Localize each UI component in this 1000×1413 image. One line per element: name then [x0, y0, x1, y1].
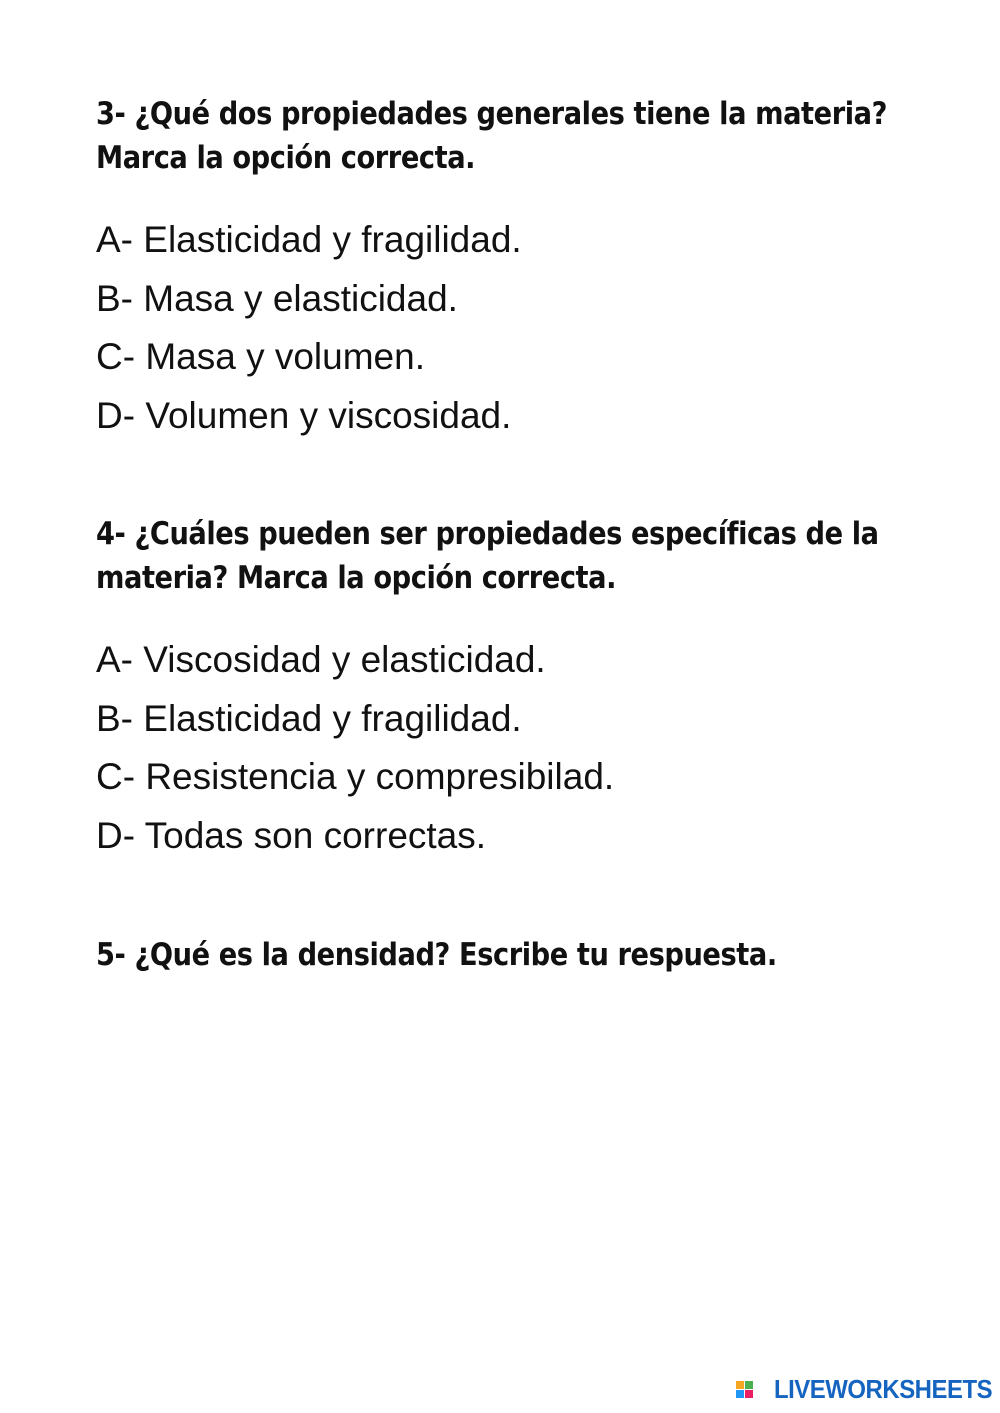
question-3-line-1: 3- ¿Qué dos propiedades generales tiene la materia? — [96, 96, 887, 132]
question-5-line-1: 5- ¿Qué es la densidad? Escribe tu respuesta. — [96, 937, 777, 973]
question-3-title — [96, 92, 887, 180]
question-3-options — [96, 211, 522, 445]
question-3-option-c[interactable]: C- Masa y volumen. — [96, 336, 425, 377]
question-4-title — [96, 512, 879, 600]
liveworksheets-logo-icon — [736, 1381, 753, 1398]
question-3-option-d[interactable]: D- Volumen y viscosidad. — [96, 394, 512, 436]
question-4-line-1: 4- ¿Cuáles pueden ser propiedades específicas de la — [96, 516, 879, 552]
question-4-option-b[interactable]: B- Elasticidad y fragilidad. — [96, 697, 522, 739]
question-3-option-b[interactable]: B- Masa y elasticidad. — [96, 277, 458, 319]
question-5-title — [96, 933, 818, 977]
question-4-options — [96, 631, 614, 865]
brand-text: LIVEWORKSHEETS — [773, 1373, 992, 1404]
question-3-line-2: Marca la opción correcta. — [96, 140, 476, 176]
question-4-line-2: materia? Marca la opción correcta. — [96, 560, 617, 596]
question-4-option-a[interactable]: A- Viscosidad y elasticidad. — [96, 639, 546, 680]
liveworksheets-brand — [736, 1375, 992, 1403]
question-3-option-a[interactable]: A- Elasticidad y fragilidad. — [96, 219, 522, 260]
question-4-option-c[interactable]: C- Resistencia y compresibilad. — [96, 756, 615, 797]
question-4-option-d[interactable]: D- Todas son correctas. — [96, 814, 487, 856]
